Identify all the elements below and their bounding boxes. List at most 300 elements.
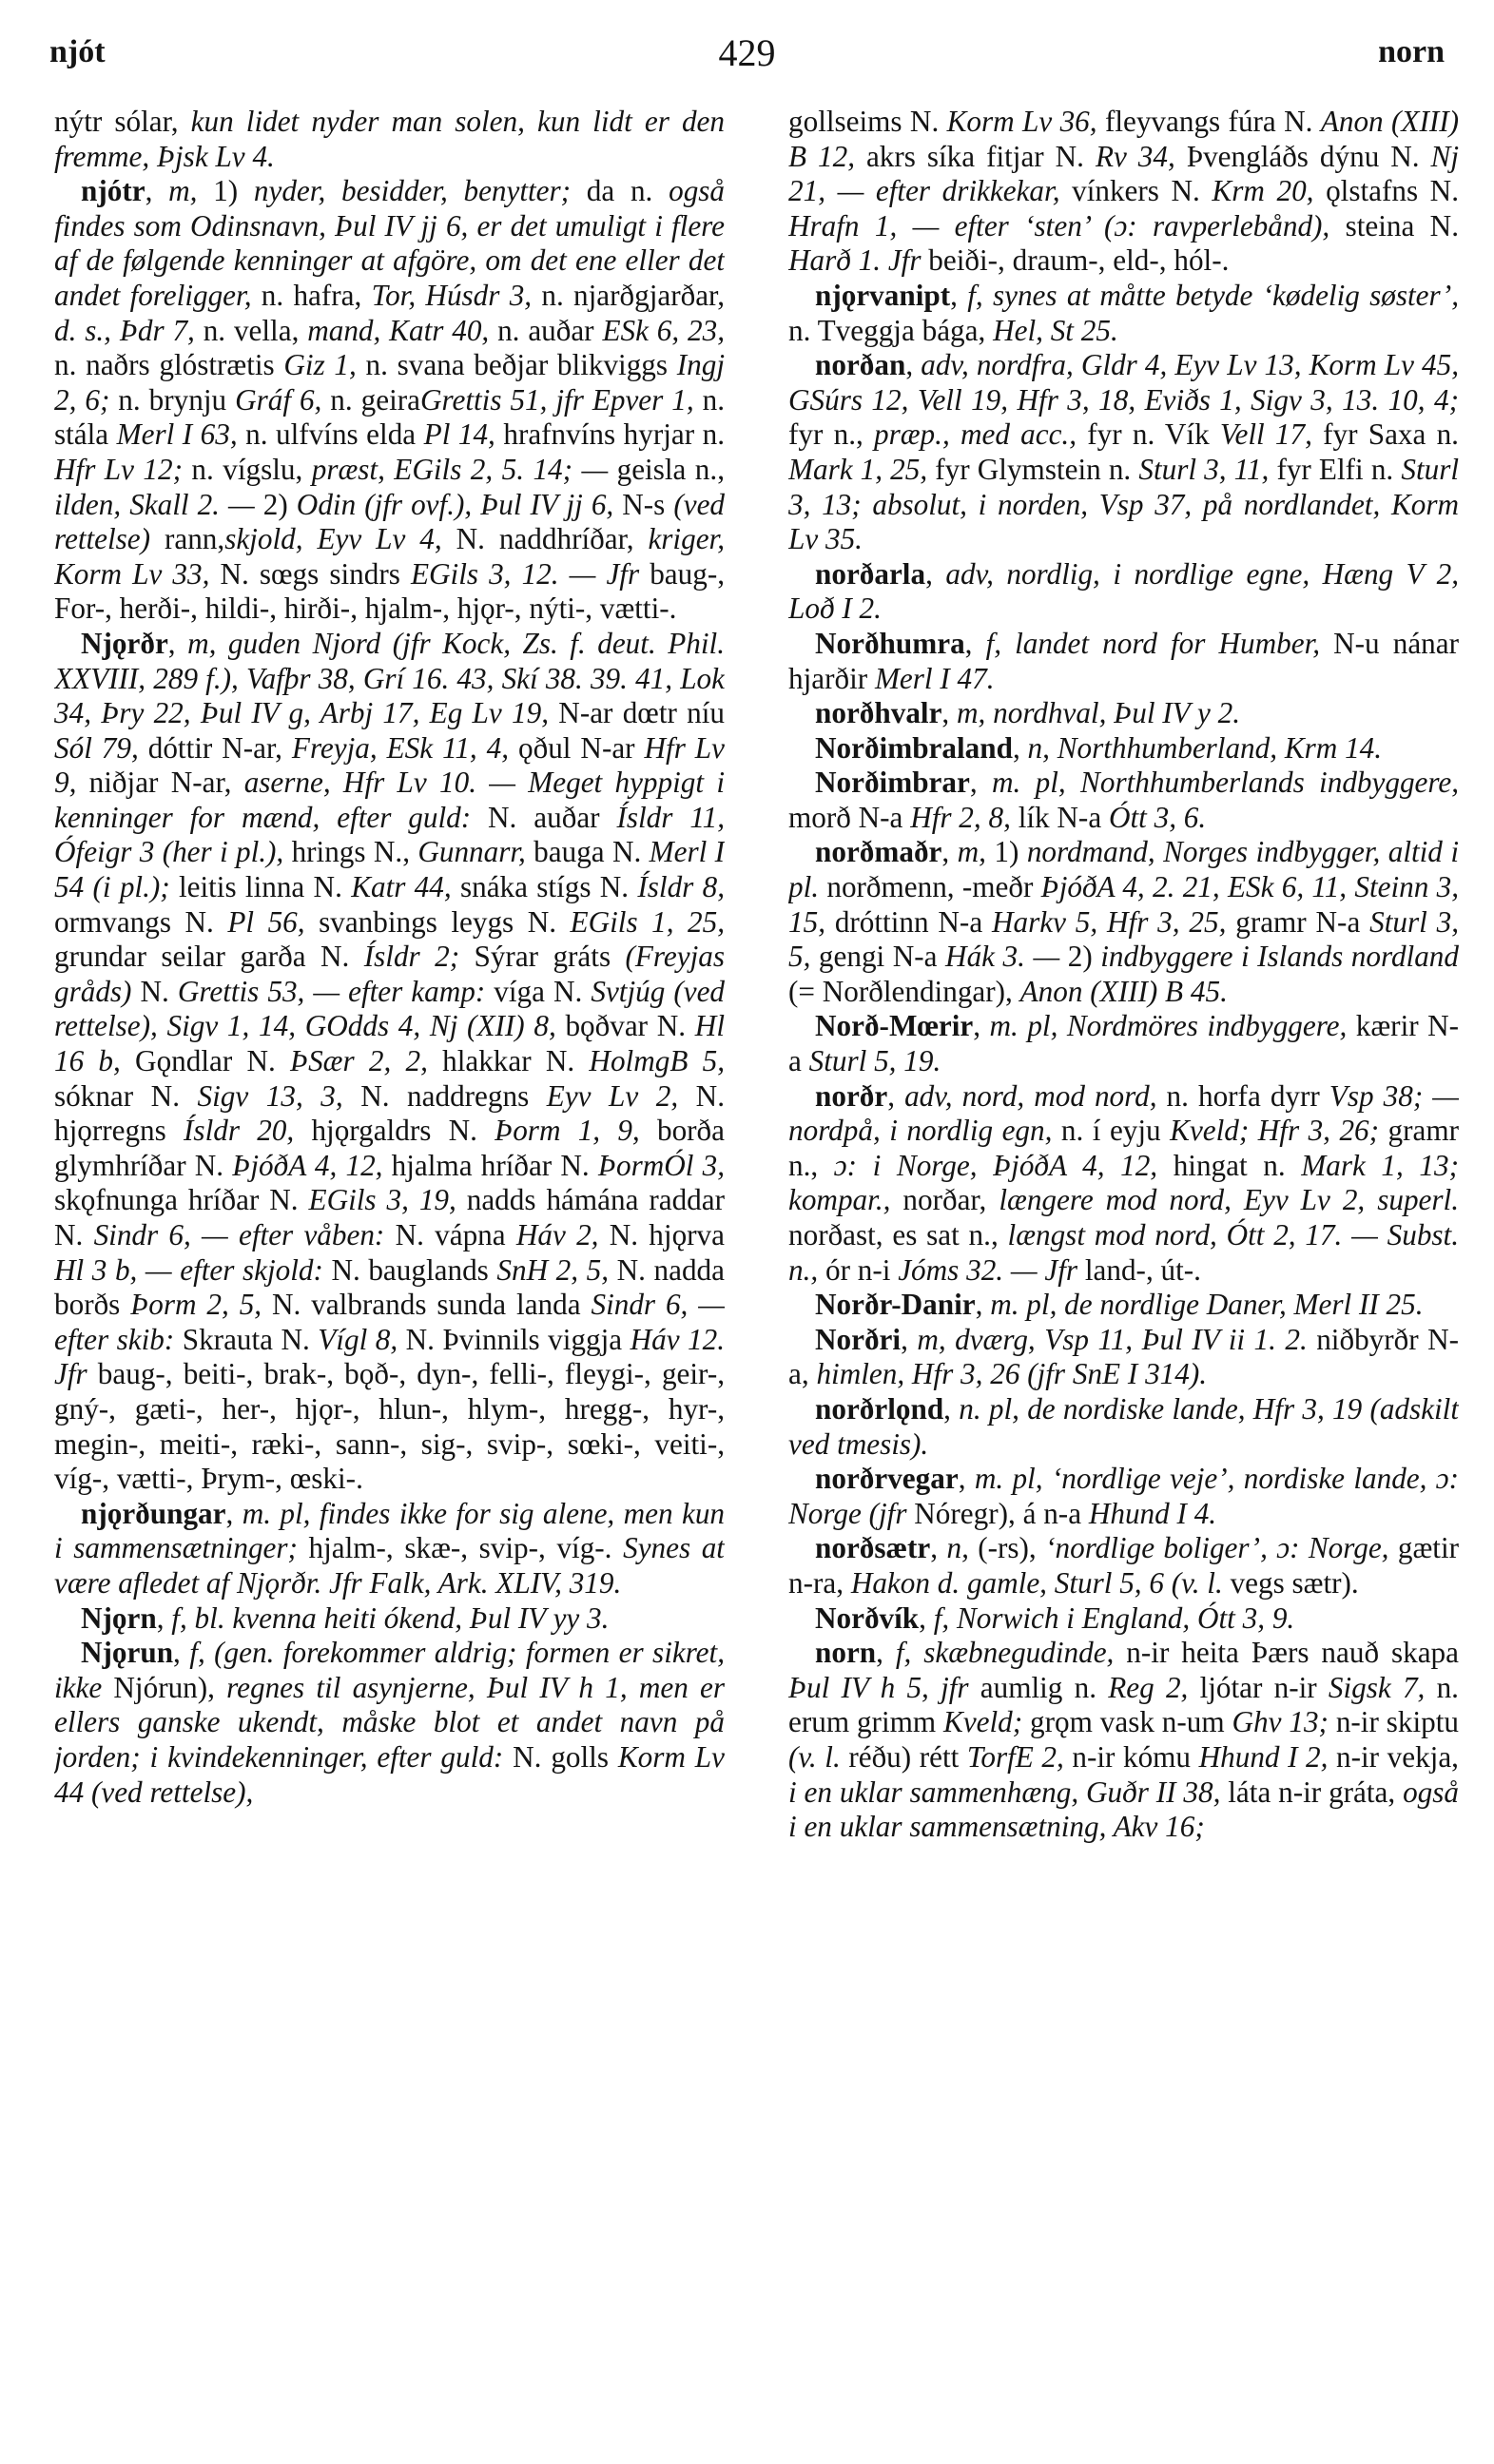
entry-continuation <box>54 105 725 174</box>
text-run: , <box>973 1009 990 1043</box>
text-run: hjǫrgaldrs N. <box>294 1114 495 1148</box>
text-run: N. hjǫrregns <box>54 1078 725 1148</box>
italic-text: Vsp 38; — nordpå, i nordlig egn, <box>788 1078 1459 1148</box>
text-run: n. stála <box>54 382 725 452</box>
dictionary-entry <box>788 279 1459 348</box>
italic-text: f, landet nord for Humber, <box>985 626 1321 660</box>
italic-text: aserne, Hfr Lv 10. — Meget hyppigt i kenninger for mænd, efter guld: <box>54 766 725 834</box>
text-run: akrs síka fitjar N. <box>855 139 1096 173</box>
italic-text: SnH 2, 5, <box>496 1252 610 1287</box>
text-run: hlakkar N. <box>427 1044 590 1078</box>
italic-text: Sól 79, <box>54 730 139 765</box>
italic-text: Ghv 13; <box>1232 1705 1329 1739</box>
text-run: , <box>173 1636 190 1670</box>
text-run: n. Tveggja bága, <box>788 313 994 347</box>
text-run: gengi N-a <box>810 940 946 974</box>
italic-text: Kveld; Hfr 3, 26; <box>1170 1114 1380 1148</box>
italic-text: m. pl, ‘nordlige veje’, nordiske lande, ɔ: Norge (jfr <box>788 1462 1459 1530</box>
page-number: 429 <box>718 31 776 74</box>
italic-text: m, dværg, Vsp 11, Þul IV ii 1. 2. <box>917 1322 1308 1356</box>
headword: norðsætr <box>815 1531 931 1565</box>
italic-text: Þorm 1, 9, <box>495 1114 640 1148</box>
italic-text: Hfr Lv 9, <box>54 730 725 800</box>
italic-text: Sturl 3, 11, <box>1138 452 1270 486</box>
text-run: borða glymhríðar N. <box>54 1114 725 1182</box>
text-run: n. hafra, <box>251 278 372 312</box>
text-run: 2) <box>262 487 297 521</box>
italic-text: Ingj 2, 6; <box>54 348 725 417</box>
italic-text: n, Northhumberland, Krm 14. <box>1027 730 1383 765</box>
text-run: dróttinn N-a <box>825 904 993 939</box>
text-run: N-u nánar hjarðir <box>788 626 1459 695</box>
text-run: grundar seilar garða N. <box>54 940 364 974</box>
italic-text: m. pl, Nordmöres indbyggere, <box>989 1009 1348 1043</box>
text-run: láta n-ir gráta, <box>1220 1775 1404 1809</box>
italic-text: Giz 1, <box>283 348 357 382</box>
dictionary-entry <box>788 1079 1459 1289</box>
text-run: ǫlstafns N. <box>1313 174 1459 208</box>
italic-text: EGils 3, 12. — Jfr <box>410 556 640 591</box>
text-run: Gǫndlar N. <box>120 1044 291 1078</box>
italic-text: (Freyjas gråds) <box>54 940 725 1008</box>
headword: norðhvalr <box>815 696 942 730</box>
text-run: n-ir kómu <box>1063 1739 1199 1774</box>
text-run: kærir N-a <box>788 1009 1459 1078</box>
headword: njǫrðungar <box>81 1496 226 1530</box>
text-run: , <box>156 1601 172 1635</box>
text-run: fyr n. Vík <box>1077 417 1220 452</box>
italic-text: m, nordhval, Þul IV y 2. <box>957 696 1240 730</box>
italic-text: også findes som Odinsnavn, Þul IV jj 6, er det umuligt i flere af de følgende kenninger at afgöre, om det ene eller det andet foreligger, <box>54 174 725 312</box>
italic-text: (v. l. <box>788 1739 841 1774</box>
italic-text: Mark 1, 25, <box>788 452 928 486</box>
italic-text: Sindr 6, — efter skib: <box>54 1288 725 1356</box>
italic-text: Pl 56, <box>227 904 305 939</box>
italic-text: ÞSær 2, 2, <box>290 1044 428 1078</box>
text-run: Njórun), <box>102 1670 227 1704</box>
italic-text: Nj 21, — efter drikkekar, <box>788 139 1459 208</box>
text-run: N-ar dœtr níu <box>549 696 725 730</box>
text-run: geisla n., <box>616 452 725 486</box>
text-run: n. í eyju <box>1052 1114 1171 1148</box>
text-run: (= Norðlendingar), <box>788 974 1020 1008</box>
italic-text: Kveld; <box>943 1705 1023 1739</box>
text-run: baug-, beiti-, brak-, bǫð-, dyn-, felli-, fleygi-, geir-, gný-, gæti-, her-, hjǫr-, hlun-, hlym-, hregg-, hyr-, megin-, meiti-, ræki-, sann-, sig-, svip-, sœki-, veiti-, víg-, vætti-, Þrym-, œski-. <box>54 1357 725 1496</box>
text-run: Nóregr), á n-a <box>906 1496 1089 1530</box>
text-run: n. ulfvíns elda <box>237 417 424 452</box>
left-column <box>54 105 725 2444</box>
italic-text: Ísldr 20, <box>184 1114 295 1148</box>
italic-text: n. pl, de nordiske lande, Hfr 3, 19 (adskilt ved tmesis). <box>788 1391 1459 1461</box>
headword: Njǫrn <box>81 1601 157 1635</box>
headword: Norðri <box>815 1322 902 1356</box>
text-run: Þvengláðs dýnu N. <box>1174 139 1431 173</box>
italic-text: adv, nord, mod nord, <box>904 1078 1157 1113</box>
italic-text: EGils 1, 25, <box>570 904 725 939</box>
headword: Norðr-Danir <box>815 1288 976 1322</box>
dictionary-entry <box>54 627 725 1497</box>
italic-text: ‘nordlige boliger’, ɔ: Norge, <box>1045 1531 1389 1565</box>
headword: Norðvík <box>815 1601 920 1635</box>
text-run: , <box>958 1462 975 1496</box>
italic-text: Anon (XIII) B 45. <box>1019 974 1228 1008</box>
italic-text: Merl I 47. <box>874 661 995 695</box>
dictionary-entry <box>54 1601 725 1637</box>
italic-text: (ved rettelse) <box>54 487 725 556</box>
dictionary-entry <box>788 1392 1459 1462</box>
italic-text: Harkv 5, Hfr 3, 25, <box>992 904 1227 939</box>
text-run: N. golls <box>503 1739 618 1774</box>
italic-text: Hhund I 4. <box>1088 1496 1217 1530</box>
italic-text: Ísldr 11, Ófeigr 3 (her i pl.), <box>54 800 725 869</box>
text-run: , <box>950 278 968 312</box>
text-run: , <box>887 1078 905 1113</box>
text-run: steina N. <box>1329 208 1459 243</box>
left-guide-word: njót <box>49 34 106 69</box>
text-run: N. Þvinnils viggja <box>398 1322 631 1356</box>
dictionary-entry <box>788 696 1459 731</box>
text-run: N. naddhríðar, <box>441 522 649 556</box>
text-run: Sýrar gráts <box>459 940 626 974</box>
text-run: n. brynju <box>109 382 236 417</box>
text-run: , <box>941 835 958 869</box>
italic-text: m. pl, findes ikke for sig alene, men kun i sammensætninger; <box>54 1496 725 1565</box>
italic-text: adv, nordfra, Gldr 4, Eyv Lv 13, Korm Lv 45, GSúrs 12, Vell 19, Hfr 3, 18, Eviðs 1, Sigv 3, 13. 10, 4; <box>788 348 1459 417</box>
text-run: da n. <box>571 174 669 208</box>
italic-text: m, <box>168 174 198 208</box>
headword: Norð-Mœrir <box>815 1009 974 1043</box>
headword: norðrvegar <box>815 1462 959 1496</box>
text-run: n. vígslu, <box>182 452 312 486</box>
right-guide-word: norn <box>1378 34 1445 69</box>
dictionary-entry <box>788 1323 1459 1392</box>
italic-text: Jóms 32. — Jfr <box>898 1252 1078 1287</box>
italic-text: længere mod nord, Eyv Lv 2, superl. <box>999 1183 1459 1217</box>
headword: Norðimbraland <box>815 730 1013 765</box>
running-head <box>49 30 1445 87</box>
italic-text: præp., med acc., <box>874 417 1077 452</box>
text-run: norðmenn, -meðr <box>819 870 1041 904</box>
italic-text: Háv 2, <box>515 1218 599 1251</box>
text-run: vegs sætr). <box>1222 1565 1359 1600</box>
italic-text: Vígl 8, <box>318 1322 398 1356</box>
italic-text: Vell 17, <box>1219 417 1312 452</box>
text-run: sóknar N. <box>54 1078 198 1113</box>
text-run: n. svana beðjar blikviggs <box>356 348 677 382</box>
text-run: n. erum grimm <box>788 1670 1459 1739</box>
italic-text: ESk 6, 23, <box>602 313 725 347</box>
dictionary-entry <box>788 1636 1459 1845</box>
text-run: , <box>905 348 922 382</box>
text-run: nýtr sólar, <box>54 105 191 138</box>
italic-text: f, Norwich i England, Ótt 3, 9. <box>933 1601 1295 1635</box>
text-run: n. auðar <box>489 313 603 347</box>
italic-text: f, skæbnegudinde, <box>895 1636 1115 1670</box>
text-run: fleyvangs fúra N. <box>1096 105 1321 138</box>
text-run: n. njarðgjarðar, <box>532 278 725 312</box>
dictionary-entry <box>54 174 725 627</box>
text-run: hingat n. <box>1157 1148 1302 1182</box>
italic-text: Svtjúg (ved rettelse), Sigv 1, 14, GOdds 4, Nj (XII) 8, <box>54 974 725 1043</box>
italic-text: Grettis 51, jfr Epver 1, <box>420 382 694 417</box>
text-run: hjalma hríðar N. <box>382 1148 598 1182</box>
italic-text: Hfr 2, 8, <box>910 800 1011 834</box>
italic-text: d. s., Þdr 7, <box>54 313 195 347</box>
italic-text: Sturl 5, 19. <box>808 1044 941 1078</box>
text-run: , <box>167 626 188 660</box>
text-run: , <box>975 1288 991 1322</box>
italic-text: HolmgB 5, <box>589 1044 725 1078</box>
italic-text: Gunnarr, <box>417 835 526 869</box>
text-run: lík N-a <box>1010 800 1109 834</box>
italic-text: Hakon d. gamle, Sturl 5, 6 (v. l. <box>850 1565 1223 1600</box>
text-run: leitis linna N. <box>169 870 352 904</box>
headword: Norðhumra <box>815 626 965 660</box>
italic-text: m, guden Njord (jfr Kock, Zs. f. deut. Phil. XXVIII, 289 f.), Vafþr 38, Grí 16. 43, Skí 38. 39. 41, Lok 34, Þry 22, Þul IV g, Arbj 17, Eg Lv 19, <box>54 626 725 730</box>
text-run: bǫðvar N. <box>555 1009 695 1043</box>
italic-text: Rv 34, <box>1095 139 1175 173</box>
italic-text: m. pl, Northhumberlands indbyggere, <box>991 766 1459 800</box>
text-run: N. naddregns <box>342 1078 547 1113</box>
text-run: morð N-a <box>788 800 911 834</box>
text-run: 2) <box>1067 940 1101 974</box>
headword: norn <box>815 1636 877 1670</box>
text-run: N. valbrands sunda landa <box>262 1288 592 1322</box>
italic-text: i en uklar sammenhæng, Guðr II 38, <box>788 1775 1221 1809</box>
text-run: n-ir vekja, <box>1328 1739 1459 1774</box>
italic-text: himlen, Hfr 3, 26 (jfr SnE I 314). <box>816 1357 1208 1391</box>
text-run: , <box>225 1496 243 1530</box>
text-run: , <box>930 1531 947 1565</box>
italic-text: Þul IV h 5, jfr <box>788 1670 969 1704</box>
text-run: , <box>925 556 946 591</box>
text-run: gætir n-ra, <box>788 1531 1459 1600</box>
text-run: fyr Saxa n. <box>1311 417 1459 452</box>
italic-text: Þorm 2, 5, <box>130 1288 262 1322</box>
italic-text: skjold, Eyv Lv 4, <box>224 522 442 556</box>
entry-continuation <box>788 105 1459 279</box>
text-run: N-s <box>613 487 674 521</box>
text-run: hrings N., <box>283 835 418 869</box>
italic-text: Korm Lv 44 (ved rettelse), <box>54 1739 725 1809</box>
dictionary-entry <box>788 348 1459 557</box>
text-run: land-, út-. <box>1077 1252 1201 1287</box>
italic-text: Gráf 6, <box>235 382 322 417</box>
text-run: n. geira <box>321 382 420 417</box>
italic-text: m, <box>957 835 986 869</box>
text-run: 1) <box>985 835 1027 869</box>
text-run: , <box>919 1601 934 1635</box>
italic-text: Hák 3. — <box>945 940 1068 974</box>
dictionary-entry <box>54 1497 725 1601</box>
text-run: niðjar N-ar, <box>76 766 244 800</box>
italic-text: Synes at være afledet af Njǫrðr. Jfr Falk, Ark. XLIV, 319. <box>54 1531 725 1600</box>
dictionary-entry <box>788 1009 1459 1078</box>
text-run: n. vella, <box>194 313 308 347</box>
italic-text: EGils 3, 19, <box>308 1183 456 1217</box>
headword: norðarla <box>815 556 926 591</box>
headword: Njǫrðr <box>81 626 168 660</box>
italic-text: Eyv Lv 2, <box>546 1078 679 1113</box>
italic-text: Hfr Lv 12; <box>54 452 183 486</box>
text-run: fyr Elfi n. <box>1269 452 1402 486</box>
italic-text: Hel, St 25. <box>993 313 1118 347</box>
text-run: , <box>969 766 992 800</box>
italic-text: TorfE 2, <box>966 1739 1064 1774</box>
italic-text: ÞormÓl 3, <box>597 1148 725 1182</box>
text-run: svanbings leygs N. <box>304 904 571 939</box>
text-run: N. bauglands <box>322 1252 497 1287</box>
text-run: víga N. <box>485 974 592 1008</box>
text-run: ǫðul N-ar <box>509 730 645 765</box>
text-run: gramr N-a <box>1226 904 1370 939</box>
italic-text: Hhund I 2, <box>1198 1739 1329 1774</box>
text-run: , <box>964 626 986 660</box>
text-run: n-ir skiptu <box>1328 1705 1459 1739</box>
italic-text: Sindr 6, — efter våben: <box>93 1218 385 1251</box>
text-run: N. hjǫrva <box>598 1218 725 1251</box>
text-run: N. vápna <box>384 1218 516 1251</box>
text-run: ormvangs N. <box>54 904 228 939</box>
headword: Norðimbrar <box>815 766 970 800</box>
text-run: fyr n., <box>788 417 875 452</box>
text-run: fyr Glymstein n. <box>927 452 1139 486</box>
dictionary-entry <box>788 627 1459 696</box>
dictionary-entry <box>788 835 1459 1009</box>
text-run: , <box>941 696 958 730</box>
dictionary-entry <box>788 1288 1459 1323</box>
text-run: aumlig n. <box>968 1670 1109 1704</box>
italic-text: regnes til asynjerne, Þul IV h 1, men er ellers ganske ukendt, måske blot et andet navn på jorden; i kvindekenninger, efter guld: <box>54 1670 725 1774</box>
italic-text: nyder, besidder, benytter; <box>253 174 572 208</box>
text-run: gollseims N. <box>788 105 947 138</box>
italic-text: Ótt 3, 6. <box>1108 800 1207 834</box>
text-run: norðast, es sat n., <box>788 1218 1008 1251</box>
text-run: N. nadda borðs <box>54 1252 725 1322</box>
italic-text: Tor, Húsdr 3, <box>371 278 533 312</box>
italic-text: Merl I 63, <box>116 417 238 452</box>
headword: njótr <box>81 174 146 208</box>
text-run: gramr n., <box>788 1114 1459 1182</box>
text-run: hjalm-, skæ-, svip-, víg-. <box>297 1531 624 1565</box>
headword: norðr <box>815 1078 888 1113</box>
italic-text: Sigsk 7, <box>1328 1670 1426 1704</box>
dictionary-entry <box>54 1636 725 1810</box>
italic-text: ilden, Skall 2. — <box>54 487 263 521</box>
italic-text: Ísldr 2; <box>363 940 460 974</box>
text-run: grǫm vask n-um <box>1022 1705 1232 1739</box>
text-run: nadds hámána raddar N. <box>54 1183 725 1251</box>
italic-text: Katr 44, <box>351 870 452 904</box>
dictionary-entry <box>788 1462 1459 1531</box>
headword: norðan <box>815 348 906 382</box>
italic-text: også i en uklar sammensætning, Akv 16; <box>788 1775 1459 1844</box>
italic-text: adv, nordlig, i nordlige egne, Hæng V 2, Loð I 2. <box>788 556 1459 626</box>
italic-text: kriger, Korm Lv 33, <box>54 522 725 591</box>
italic-text: indbyggere i Islands nordland <box>1100 940 1459 974</box>
italic-text: ÞjóðA 4, 12, <box>232 1148 383 1182</box>
italic-text: Hl 16 b, <box>54 1009 725 1078</box>
text-run: , <box>901 1322 918 1356</box>
italic-text: ÞjóðA 4, 2. 21, ESk 6, 11, Steinn 3, 15, <box>788 870 1459 939</box>
text-run: norðar, <box>890 1183 999 1217</box>
italic-text: Hl 3 b, — efter skjold: <box>54 1252 323 1287</box>
italic-text: Korm Lv 36, <box>946 105 1097 138</box>
text-run: N. auðar <box>471 800 617 834</box>
text-run: , <box>876 1636 896 1670</box>
right-column <box>788 105 1459 2444</box>
text-run: skǫfnunga hríðar N. <box>54 1183 309 1217</box>
text-run: baug-, For-, herði-, hildi-, hirði-, hjalm-, hjǫr-, nýti-, vætti-. <box>54 556 725 626</box>
italic-text: n, <box>946 1531 969 1565</box>
italic-text: m. pl, de nordlige Daner, Merl II 25. <box>990 1288 1424 1322</box>
dictionary-entry <box>788 766 1459 835</box>
italic-text: Hrafn 1, — efter ‘sten’ (ɔ: ravperlebånd), <box>788 208 1330 243</box>
italic-text: f, (gen. forekommer aldrig; formen er sikret, ikke <box>54 1636 725 1704</box>
text-run: , <box>943 1391 960 1426</box>
italic-text: Grettis 53, — efter kamp: <box>177 974 486 1008</box>
headword: norðrlǫnd <box>815 1391 944 1426</box>
text-run: N. <box>131 974 178 1008</box>
italic-text: mand, Katr 40, <box>307 313 490 347</box>
italic-text: længst mod nord, Ótt 2, 17. — Subst. n., <box>788 1218 1459 1287</box>
text-run: niðbyrðr N-a, <box>788 1322 1459 1391</box>
italic-text: Sturl 3, 5, <box>788 904 1459 974</box>
text-run: rann, <box>150 522 225 556</box>
headword: njǫrvanipt <box>815 278 951 312</box>
italic-text: Odin (jfr ovf.), Þul IV jj 6, <box>296 487 614 521</box>
text-run: n. horfa dyrr <box>1156 1078 1329 1113</box>
headword: Njǫrun <box>81 1636 174 1670</box>
italic-text: Anon (XIII) B 12, <box>788 105 1459 173</box>
italic-text: Harð 1. Jfr <box>788 243 922 278</box>
italic-text: f, bl. kvenna heiti ókend, Þul IV yy 3. <box>171 1601 610 1635</box>
text-run: réðu) rétt <box>840 1739 967 1774</box>
text-run: beiði-, draum-, eld-, hól-. <box>921 243 1230 278</box>
text-run: , <box>1012 730 1028 765</box>
text-run: Skrauta N. <box>174 1322 319 1356</box>
dictionary-entry <box>788 557 1459 627</box>
italic-text: kun lidet nyder man solen, kun lidt er den fremme, Þjsk Lv 4. <box>54 105 725 173</box>
italic-text: nordmand, Norges indbygger, altid i pl. <box>788 835 1459 904</box>
italic-text: præst, EGils 2, 5. 14; — <box>311 452 617 486</box>
text-run: n-ir heita Þærs nauð skapa <box>1114 1636 1459 1670</box>
text-run: snáka stígs N. <box>451 870 638 904</box>
italic-text: Sigv 13, 3, <box>197 1078 343 1113</box>
text-run: ór n-i <box>818 1252 899 1287</box>
text-run: hrafnvíns hyrjar n. <box>495 417 725 452</box>
italic-text: Sturl 3, 13; absolut, i norden, Vsp 37, på nordlandet, Korm Lv 35. <box>788 452 1459 556</box>
text-run: vínkers N. <box>1059 174 1213 208</box>
text-run: (-rs), <box>968 1531 1046 1565</box>
headword: norðmaðr <box>815 835 942 869</box>
italic-text: Háv 12. Jfr <box>54 1322 725 1391</box>
italic-text: Krm 20, <box>1212 174 1314 208</box>
text-run: N. sœgs sindrs <box>209 556 411 591</box>
italic-text: Merl I 54 (i pl.); <box>54 835 725 904</box>
italic-text: ɔ: i Norge, ÞjóðA 4, 12, <box>833 1148 1158 1182</box>
text-run: bauga N. <box>525 835 650 869</box>
italic-text: Freyja, ESk 11, 4, <box>291 730 510 765</box>
text-run: ljótar n-ir <box>1188 1670 1329 1704</box>
text-run: dóttir N-ar, <box>138 730 292 765</box>
italic-text: Mark 1, 13; kompar., <box>788 1148 1459 1217</box>
italic-text: Pl 14, <box>423 417 495 452</box>
text-run: n. naðrs glóstrætis <box>54 348 284 382</box>
dictionary-entry <box>788 1531 1459 1601</box>
text-run: , <box>145 174 169 208</box>
italic-text: Ísldr 8, <box>637 870 725 904</box>
